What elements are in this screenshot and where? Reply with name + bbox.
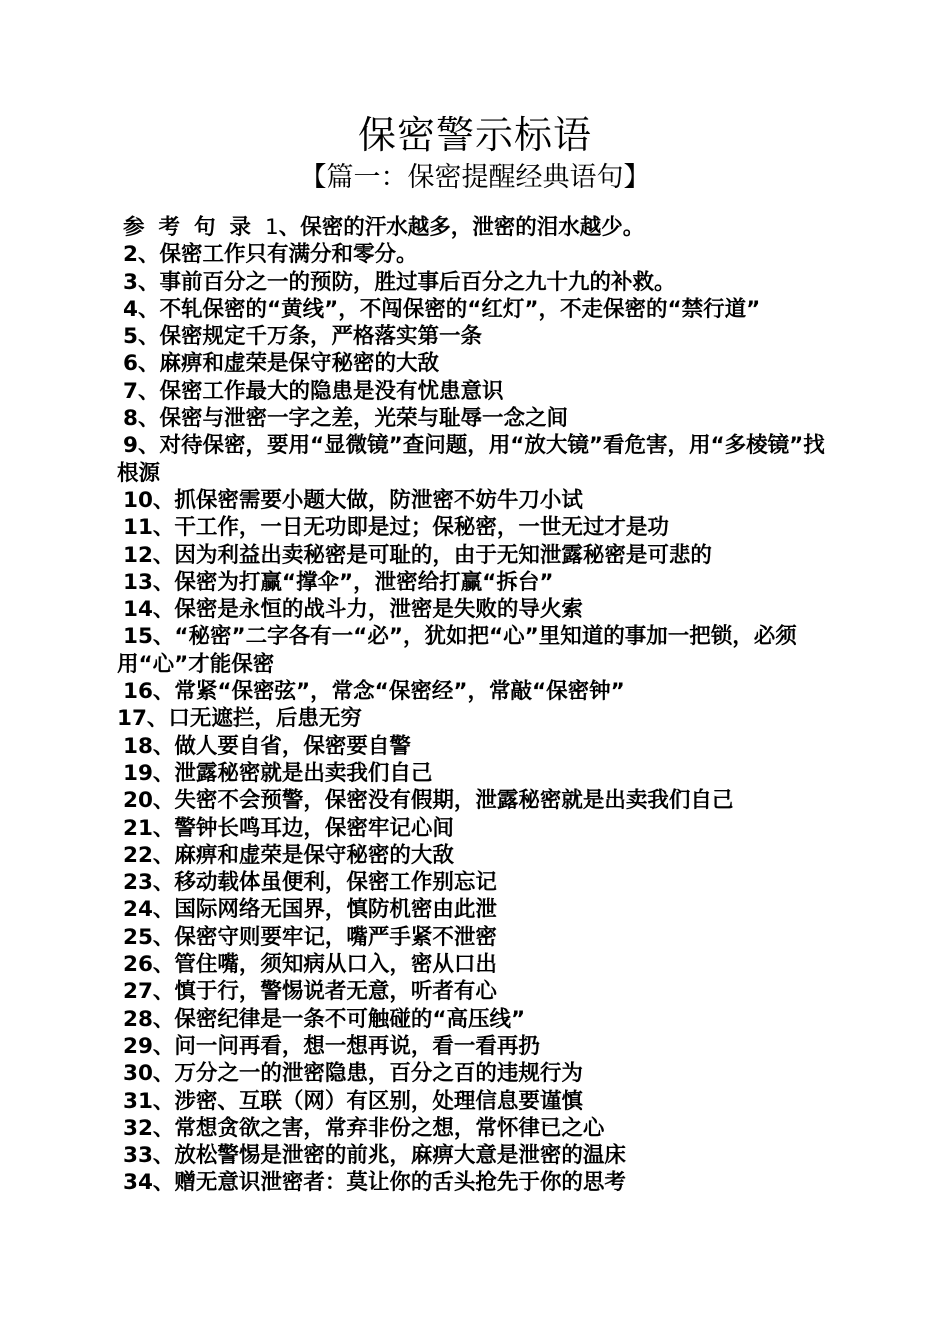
item-number: 8: [123, 406, 138, 432]
item-number: 34: [123, 1170, 153, 1196]
list-item: [117, 241, 837, 268]
item-number: 30: [123, 1061, 153, 1087]
list-item: [117, 842, 837, 869]
item-text: 、警钟长鸣耳边，保密牢记心间: [152, 815, 454, 841]
item-number: 31: [123, 1088, 153, 1114]
item-text: 、保密为打赢“撑伞”，泄密给打赢“拆台”: [152, 569, 554, 595]
item-text: 、干工作，一日无功即是过；保秘密，一世无过才是功: [152, 515, 669, 541]
list-item: [117, 787, 837, 814]
list-item: [117, 896, 837, 923]
item-text: 、保密守则要牢记，嘴严手紧不泄密: [152, 924, 497, 950]
list-item: [117, 978, 837, 1005]
item-number: 15: [123, 624, 153, 650]
list-item: [117, 1088, 837, 1115]
item-text: 、管住嘴，须知病从口入，密从口出: [152, 952, 497, 978]
slogan-list: [117, 214, 837, 1197]
list-item: [111, 623, 837, 678]
item-text: 、保密是永恒的战斗力，泄密是失败的导火索: [152, 597, 583, 623]
item-text: 、保密纪律是一条不可触碰的“高压线”: [152, 1006, 526, 1032]
list-item: [117, 269, 837, 296]
list-item: [117, 1033, 837, 1060]
list-item: [117, 1006, 837, 1033]
item-text: 、保密工作最大的隐患是没有忧患意识: [137, 378, 504, 404]
item-number: 19: [123, 760, 153, 786]
list-item: [117, 733, 837, 760]
item-number: 9: [123, 433, 138, 459]
list-item: [117, 296, 837, 323]
item-number: 7: [123, 378, 138, 404]
item-number: 21: [123, 815, 153, 841]
item-text: 、移动载体虽便利，保密工作别忘记: [152, 870, 497, 896]
item-number: 6: [123, 351, 138, 377]
item-text: 、保密的汗水越多，泄密的泪水越少。: [278, 215, 645, 240]
item-number: 28: [123, 1006, 153, 1032]
item-number: 29: [123, 1033, 153, 1059]
list-item: [117, 569, 837, 596]
item-text: 、保密工作只有满分和零分。: [137, 242, 418, 268]
item-number: 22: [123, 842, 153, 868]
list-item: [117, 1169, 837, 1196]
item-text: 、事前百分之一的预防，胜过事后百分之九十九的补救。: [137, 269, 676, 295]
item-text: 、常想贪欲之害，常弃非份之想，常怀律已之心: [152, 1115, 605, 1141]
item-text: 、国际网络无国界，慎防机密由此泄: [152, 897, 497, 923]
item-number: 24: [123, 897, 153, 923]
item-text: 、因为利益出卖秘密是可耻的，由于无知泄露秘密是可悲的: [152, 542, 712, 568]
list-item: [117, 405, 837, 432]
list-item: [117, 1115, 837, 1142]
list-item: [117, 869, 837, 896]
list-item: [117, 815, 837, 842]
item-number: 25: [123, 924, 153, 950]
item-number: 10: [123, 487, 153, 513]
item-number: 26: [123, 952, 153, 978]
item-number: 11: [123, 515, 153, 541]
item-number: 23: [123, 870, 153, 896]
list-item: [117, 214, 837, 241]
list-item: [117, 323, 837, 350]
list-item: [117, 378, 837, 405]
item-text: 、麻痹和虚荣是保守秘密的大敌: [137, 351, 439, 377]
item-text: 、万分之一的泄密隐患，百分之百的违规行为: [152, 1061, 583, 1087]
item-text: 、泄露秘密就是出卖我们自己: [152, 760, 433, 786]
list-item: [111, 432, 837, 487]
item-number: 17: [117, 706, 147, 732]
item-text: 、口无遮拦，后患无穷: [146, 706, 362, 732]
item-number: 27: [123, 979, 153, 1005]
item-text: 、对待保密，要用“显微镜”查问题，用“放大镜”看危害，用“多棱镜”找根源: [117, 433, 825, 486]
list-item: [117, 487, 837, 514]
item-number: 16: [123, 679, 153, 705]
lead-label: 参考句录: [123, 215, 266, 240]
item-text: 、麻痹和虚荣是保守秘密的大敌: [152, 842, 454, 868]
item-number: 12: [123, 542, 153, 568]
item-text: 、抓保密需要小题大做，防泄密不妨牛刀小试: [152, 487, 583, 513]
item-text: 、不轧保密的“黄线”，不闯保密的“红灯”，不走保密的“禁行道”: [137, 296, 761, 322]
item-text: 、“秘密”二字各有一“必”，犹如把“心”里知道的事加一把锁，必须用“心”才能保密: [117, 624, 797, 677]
list-item: [117, 514, 837, 541]
page-subtitle: 【篇一：保密提醒经典语句】: [299, 162, 651, 193]
item-text: 、保密规定千万条，严格落实第一条: [137, 324, 482, 350]
item-text: 、保密与泄密一字之差，光荣与耻辱一念之间: [137, 406, 568, 432]
list-item: [117, 924, 837, 951]
item-number: 32: [123, 1115, 153, 1141]
list-item: [117, 1142, 837, 1169]
item-text: 、失密不会预警，保密没有假期，泄露秘密就是出卖我们自己: [152, 788, 734, 814]
item-number: 4: [123, 296, 138, 322]
item-text: 、常紧“保密弦”，常念“保密经”，常敲“保密钟”: [152, 679, 625, 705]
item-number: 5: [123, 324, 138, 350]
list-item: [117, 951, 837, 978]
item-text: 、赠无意识泄密者：莫让你的舌头抢先于你的思考: [152, 1170, 626, 1196]
item-number: 13: [123, 569, 153, 595]
list-item: [117, 542, 837, 569]
item-number: 2: [123, 242, 138, 268]
item-text: 、放松警惕是泄密的前兆，麻痹大意是泄密的温床: [152, 1143, 626, 1169]
page-title: 保密警示标语: [357, 113, 592, 157]
item-number: 18: [123, 733, 153, 759]
item-number: 1: [265, 215, 279, 240]
list-item: [117, 1060, 837, 1087]
item-number: 3: [123, 269, 138, 295]
list-item: [117, 678, 837, 705]
list-item: [117, 350, 837, 377]
item-text: 、涉密、互联（网）有区别，处理信息要谨慎: [152, 1088, 583, 1114]
item-number: 14: [123, 597, 153, 623]
item-number: 33: [123, 1143, 153, 1169]
item-text: 、慎于行，警惕说者无意，听者有心: [152, 979, 497, 1005]
item-number: 20: [123, 788, 153, 814]
item-text: 、做人要自省，保密要自警: [152, 733, 411, 759]
list-item: [117, 760, 837, 787]
list-item: [117, 705, 837, 732]
item-text: 、问一问再看，想一想再说，看一看再扔: [152, 1033, 540, 1059]
list-item: [117, 596, 837, 623]
